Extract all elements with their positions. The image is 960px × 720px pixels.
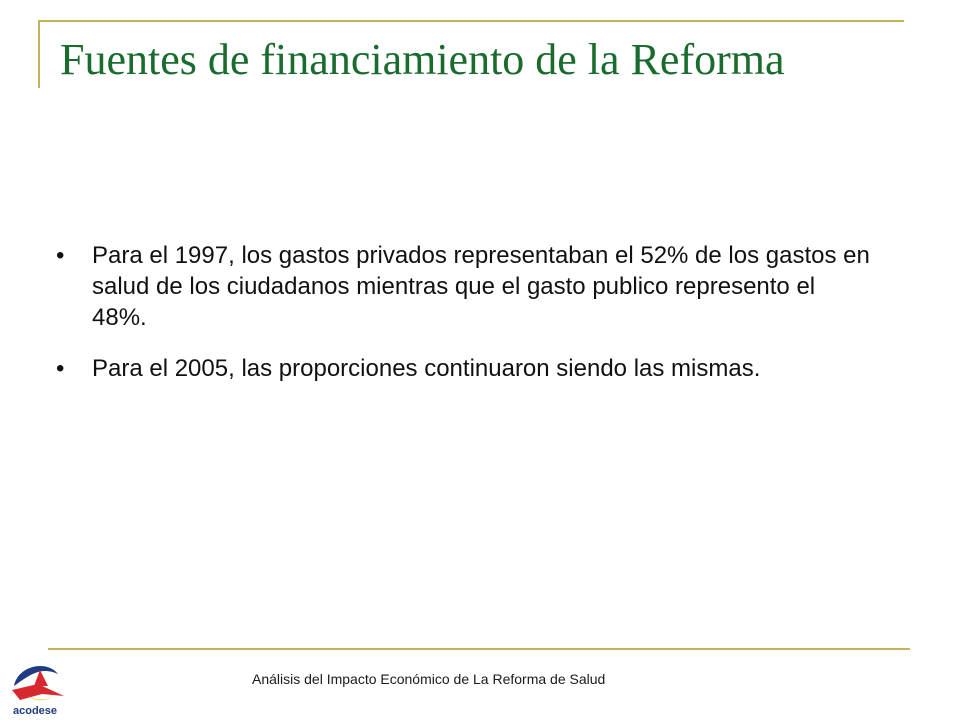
- logo-text: acodese: [13, 705, 58, 717]
- acodese-logo-mark: [8, 656, 72, 706]
- footer-text: Análisis del Impacto Económico de La Reforma de Salud: [252, 671, 606, 687]
- acodese-logo: [8, 656, 72, 718]
- bullet-marker: •: [56, 242, 65, 269]
- footer-rule: [48, 648, 910, 650]
- slide-title: Fuentes de financiamiento de la Reforma: [60, 35, 785, 84]
- title-left-rule: [38, 20, 40, 88]
- title-top-rule: [38, 20, 904, 22]
- bullet-text: Para el 2005, las proporciones continuaron siendo las mismas.: [92, 354, 761, 382]
- bullet-text: Para el 1997, los gastos privados representaban el 52% de los gastos en salud de los ciudadanos mientras que el gasto publico represento el 48%.: [92, 242, 870, 332]
- bullet-item: [56, 350, 876, 389]
- bullet-item: [56, 240, 876, 334]
- bullet-marker: •: [56, 354, 65, 382]
- bullet-list: [56, 240, 876, 388]
